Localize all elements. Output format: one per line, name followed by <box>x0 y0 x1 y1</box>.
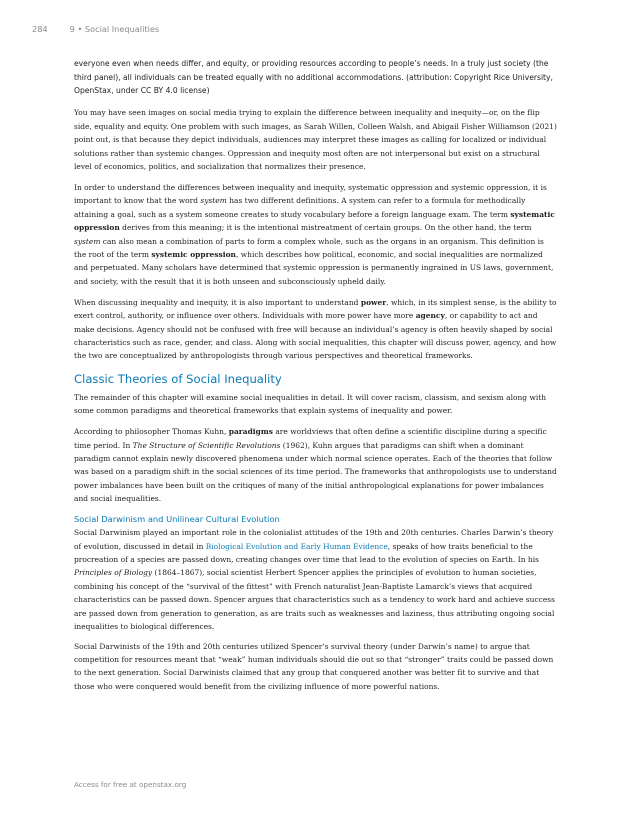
text-run: , which, in its simplest sense, is the ability to exert control, authority, or influence over others. Individuals with more power have more <box>74 297 557 321</box>
term-italic: system <box>200 196 227 206</box>
text-run: When discussing inequality and inequity, it is also important to understand <box>74 297 361 307</box>
text-run: has two different definitions. A system can refer to a formula for methodically attaining a goal, such as a system someone creates to study vocabulary before a foreign language exam. The term <box>74 196 526 219</box>
paragraph-paradigms <box>74 425 558 505</box>
page-header <box>32 24 159 34</box>
subsection-heading: Social Darwinism and Unilinear Cultural Evolution <box>74 514 280 525</box>
page-footer: Access for free at openstax.org <box>74 780 187 789</box>
chapter-title: 9 • Social Inequalities <box>69 24 160 34</box>
text-run: Social Darwinism played an important role in the colonialist attitudes of the 19th and 20th centuries. Charles Darwin’s theory of evolution, discussed in detail in <box>74 528 554 551</box>
text-run: can also mean a combination of parts to form a complex whole, such as the organs in an organism. This definition is the root of the term <box>74 236 544 259</box>
key-term-power: power <box>360 297 387 307</box>
paragraph-system-definitions <box>74 181 558 288</box>
text-run: derives from this meaning; it is the intentional mistreatment of certain groups. On the other hand, the term <box>119 223 532 233</box>
paragraph-social-darwinists: Social Darwinists of the 19th and 20th centuries utilized Spencer’s survival theory (under Darwin’s name) to argue that competition for resources meant that “weak” human individuals should die out so that “stronger” traits could be passed down to the next generation. Social Darwinists claimed that any group that conquered another was better fit to survive and that those who were conquered would benefit from the civilizing influence of more powerful nations. <box>74 641 554 691</box>
text-run: are worldviews that often define a scientific discipline during a specific time period. In <box>74 427 547 450</box>
key-term-agency: agency <box>415 311 445 321</box>
figure-caption: everyone even when needs differ, and equity, or providing resources according to people’s needs. In a truly just society (the third panel), all individuals can be treated equally with no additional accommodations. (attribution: Copyright Rice University, OpenStax, under CC BY 4.0 license) <box>74 59 553 96</box>
text-run: (1864–1867), social scientist Herbert Spencer applies the principles of evolution to human societies, combining his concept of the “survival of the fittest” with French naturalist Jean-Baptiste Lamarck’s views that acquired characteristics can be passed down. Spencer argues that characteristics such as a tendency to work hard and achieve success are passed down from generation to generation, as are traits such as weaknesses and laziness, thus attributing ongoing social inequalities to biological differences. <box>74 568 555 632</box>
text-run: , or capability to act and make decisions. Agency should not be confused with free will because an individual’s agency is often heavily shaped by social characteristics such as race, gender, and class. Along with social inequalities, this chapter will discuss power, agency, and how the two are conceptualized by anthropologists through various perspectives and theoretical frameworks. <box>74 311 557 361</box>
text-run: , which describes how political, economic, and social inequalities are normalized and perpetuated. Many scholars have determined that systemic oppression is permanently ingrained in US laws, government, and society, with the result that it is both unseen and subconsciously upheld daily. <box>74 249 554 286</box>
section-heading: Classic Theories of Social Inequality <box>74 371 282 386</box>
paragraph-power-agency <box>74 296 558 363</box>
book-title: The Structure of Scientific Revolutions <box>132 440 281 450</box>
key-term-paradigms: paradigms <box>228 427 273 437</box>
page-content <box>74 57 558 701</box>
term-italic: system <box>74 236 101 246</box>
text-run: In order to understand the differences between inequality and inequity, systematic oppression and systemic oppression, it is important to know that the word <box>74 182 547 206</box>
key-term-systematic-oppression: systematic oppression <box>74 209 555 233</box>
paragraph-chapter-overview: The remainder of this chapter will examine social inequalities in detail. It will cover racism, classism, and sexism along with some common paradigms and theoretical frameworks that explain systems of inequality and power. <box>74 392 547 416</box>
page-number: 284 <box>32 24 48 34</box>
text-run: , speaks of how traits beneficial to the procreation of a species are passed down, creating changes over time that lead to the evolution of species on Earth. In his <box>74 541 539 565</box>
paragraph-inequity-images: You may have seen images on social media trying to explain the difference between inequality and inequity—or, on the flip side, equality and equity. One problem with such images, as Sarah Willen, Colleen Walsh, and Abigail Fisher Williamson (2021) point out, is that because they depict individuals, audiences may interpret these images as calling for localized or individual solutions rather than systemic changes. Oppression and inequity most often are not interpersonal but exist on a structural level of economics, politics, and socialization that normalizes their presence. <box>74 108 557 171</box>
key-term-systemic-oppression: systemic oppression <box>151 249 236 259</box>
paragraph-social-darwinism <box>74 526 558 633</box>
book-title: Principles of Biology <box>74 568 153 578</box>
text-run: According to philosopher Thomas Kuhn, <box>74 427 229 437</box>
chapter-link[interactable]: Biological Evolution and Early Human Evidence <box>205 541 388 551</box>
text-run: (1962), Kuhn argues that paradigms can shift when a dominant paradigm cannot explain newly discovered phenomena under which normal science operates. Each of the theories that follow was based on a paradigm shift in the social sciences of its time period. The frameworks that anthropologists use to understand power imbalances have been built on the critiques of many of the initial anthropological explanations for power imbalances and social inequalities. <box>74 440 557 504</box>
